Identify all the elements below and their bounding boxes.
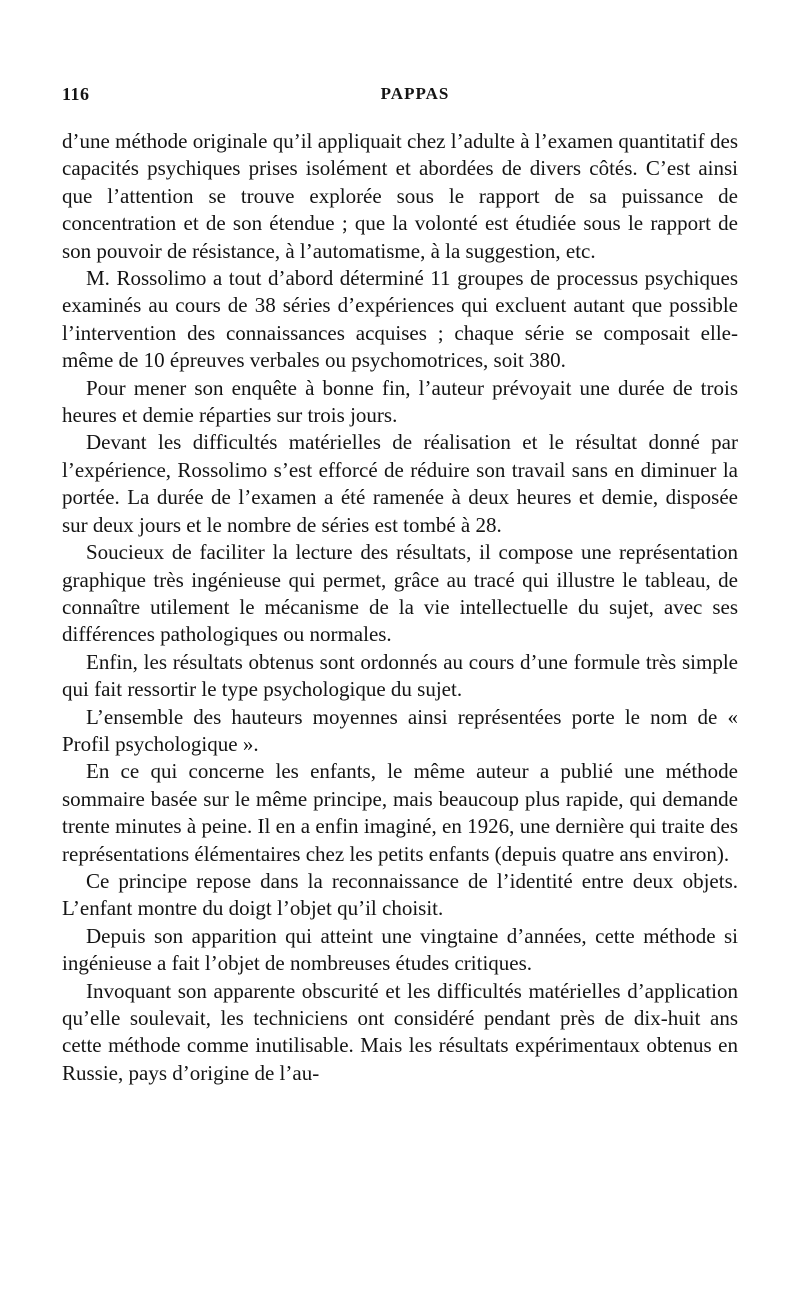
book-page (62, 84, 738, 1087)
paragraph-rossolimo-groups: M. Rossolimo a tout d’abord déterminé 11 groupes de processus psychiques examinés au cours de 38 séries d’expériences qui excluent autant que possible l’intervention des connaissances acquises ; chaque série se composait elle-même de 10 épreuves verbales ou psychomotrices, soit 380. (62, 266, 738, 373)
paragraph-duration: Pour mener son enquête à bonne fin, l’auteur prévoyait une durée de trois heures et demie réparties sur trois jours. (62, 375, 738, 428)
page-number: 116 (62, 84, 90, 104)
paragraph-formula: Enfin, les résultats obtenus sont ordonnés au cours d’une formule très simple qui fait ressortir le type psychologique du sujet. (62, 649, 738, 702)
page-header (62, 84, 738, 118)
paragraph-graphic-representation: Soucieux de faciliter la lecture des résultats, il compose une représentation graphique très ingénieuse qui permet, grâce au tracé qui illustre le tableau, de connaître utilement le mécanisme de la vie intellectuelle du sujet, avec ses différences pathologiques ou normales. (62, 540, 738, 647)
body-text (62, 128, 738, 1087)
paragraph-principle: Ce principe repose dans la reconnaissance de l’identité entre deux objets. L’enfant montre du doigt l’objet qu’il choisit. (62, 868, 738, 921)
paragraph-children-method: En ce qui concerne les enfants, le même auteur a publié une méthode sommaire basée sur le même principe, mais beaucoup plus rapide, qui demande trente minutes à peine. Il en a enfin imaginé, en 1926, une dernière qui traite des représentations élémentaires chez les petits enfants (depuis quatre ans environ). (62, 759, 738, 866)
running-title: PAPPAS (380, 84, 450, 103)
paragraph-psychological-profile: L’ensemble des hauteurs moyennes ainsi représentées porte le nom de « Profil psychologique ». (62, 704, 738, 756)
paragraph-critical-studies: Depuis son apparition qui atteint une vingtaine d’années, cette méthode si ingénieuse a fait l’objet de nombreuses études critiques. (62, 923, 738, 976)
paragraph-technicians: Invoquant son apparente obscurité et les difficultés matérielles d’application qu’elle soulevait, les techniciens ont considéré pendant près de dix-huit ans cette méthode comme inutilisable. Mais les résultats expérimentaux obtenus en Russie, pays d’origine de l’au- (62, 978, 738, 1085)
paragraph-difficulties: Devant les difficultés matérielles de réalisation et le résultat donné par l’expérience, Rossolimo s’est efforcé de réduire son travail sans en diminuer la portée. La durée de l’examen a été ramenée à deux heures et demie, disposée sur deux jours et le nombre de séries est tombé à 28. (62, 430, 738, 537)
paragraph-continuation: d’une méthode originale qu’il appliquait chez l’adulte à l’examen quantitatif des capacités psychiques prises isolément et abordées de divers côtés. C’est ainsi que l’attention se trouve explorée sous le rapport de sa puissance de concentration et de son étendue ; que la volonté est étudiée sous le rapport de son pouvoir de résistance, à l’automatisme, à la suggestion, etc. (62, 129, 738, 263)
